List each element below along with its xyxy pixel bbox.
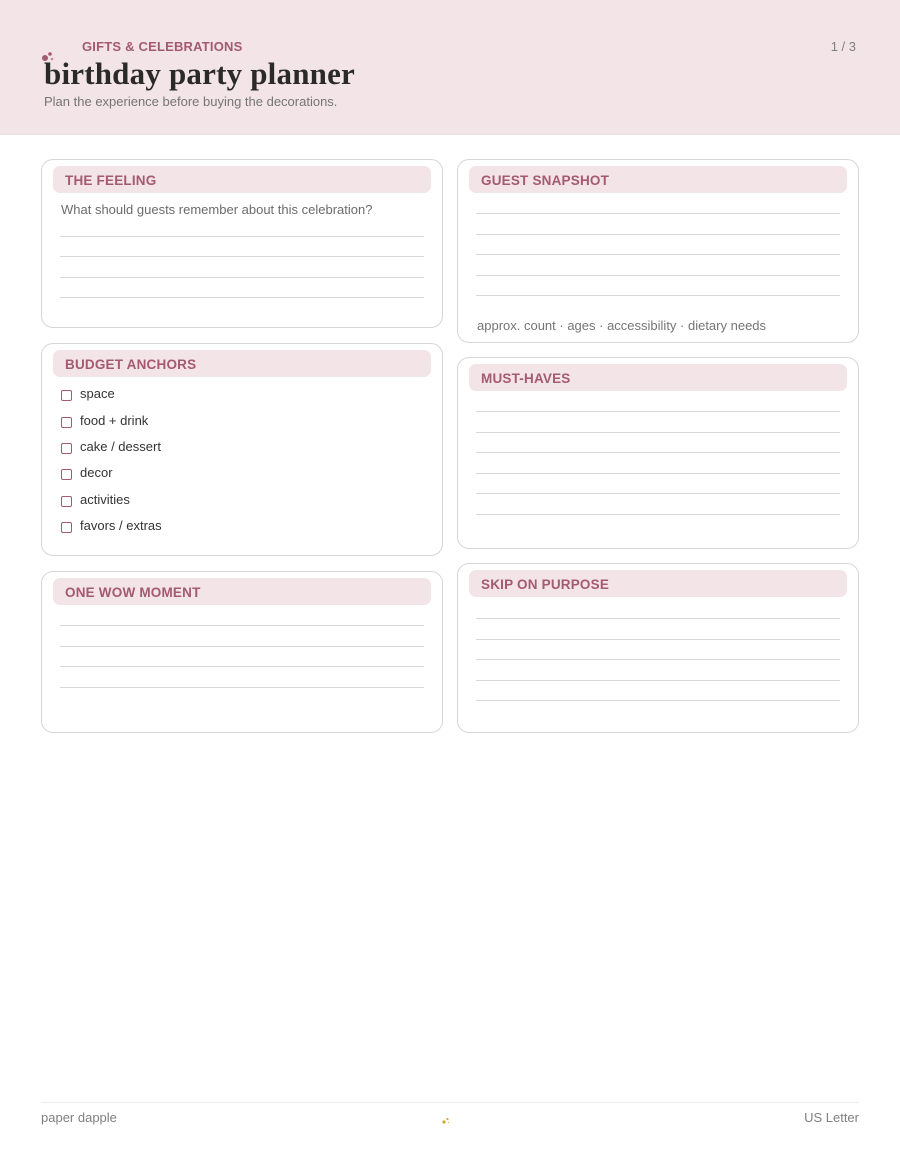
footer-divider (41, 1102, 859, 1103)
writing-line[interactable] (476, 411, 840, 412)
writing-line[interactable] (60, 256, 424, 257)
checkbox[interactable] (61, 469, 72, 480)
writing-line[interactable] (476, 213, 840, 214)
writing-line[interactable] (60, 646, 424, 647)
writing-line[interactable] (476, 618, 840, 619)
writing-line[interactable] (476, 452, 840, 453)
card-prompt: What should guests remember about this celebration? (61, 202, 373, 217)
writing-line[interactable] (60, 277, 424, 278)
card-title: SKIP ON PURPOSE (481, 577, 610, 592)
card-header (469, 570, 847, 597)
writing-line[interactable] (60, 625, 424, 626)
writing-line[interactable] (476, 234, 840, 235)
checkbox[interactable] (61, 390, 72, 401)
card-title: GUEST SNAPSHOT (481, 173, 610, 188)
checklist-label: activities (80, 492, 130, 507)
card-title: BUDGET ANCHORS (65, 357, 197, 372)
card-skip-on-purpose (457, 563, 859, 733)
card-header (53, 166, 431, 193)
writing-line[interactable] (476, 432, 840, 433)
card-hint: approx. count · ages · accessibility · dietary needs (477, 318, 767, 333)
writing-line[interactable] (476, 254, 840, 255)
page-indicator: 1 / 3 (830, 39, 856, 54)
footer-brand: paper dapple (41, 1110, 117, 1125)
card-guest-snapshot (457, 159, 859, 343)
card-header (469, 364, 847, 391)
checklist-label: favors / extras (80, 518, 162, 533)
writing-line[interactable] (60, 687, 424, 688)
writing-line[interactable] (476, 514, 840, 515)
writing-line[interactable] (476, 275, 840, 276)
card-header (53, 578, 431, 605)
checkbox[interactable] (61, 522, 72, 533)
writing-line[interactable] (476, 680, 840, 681)
confetti-dots-icon (441, 1116, 451, 1125)
writing-line[interactable] (476, 493, 840, 494)
checklist-label: space (80, 386, 115, 401)
card-budget-anchors (41, 343, 443, 556)
checklist-label: decor (80, 465, 113, 480)
writing-line[interactable] (476, 659, 840, 660)
checkbox[interactable] (61, 496, 72, 507)
writing-line[interactable] (60, 666, 424, 667)
checklist-label: cake / dessert (80, 439, 161, 454)
card-must-haves (457, 357, 859, 549)
card-header (469, 166, 847, 193)
writing-line[interactable] (476, 473, 840, 474)
header-band (0, 0, 900, 135)
card-title: THE FEELING (65, 173, 157, 188)
checklist-label: food + drink (80, 413, 149, 428)
card-title: ONE WOW MOMENT (65, 585, 201, 600)
checkbox[interactable] (61, 417, 72, 428)
writing-line[interactable] (476, 639, 840, 640)
writing-line[interactable] (476, 700, 840, 701)
writing-line[interactable] (60, 297, 424, 298)
footer-paper-size: US Letter (804, 1110, 859, 1125)
writing-line[interactable] (476, 295, 840, 296)
card-title: MUST-HAVES (481, 371, 571, 386)
card-header (53, 350, 431, 377)
card-one-wow-moment (41, 571, 443, 733)
card-the-feeling (41, 159, 443, 328)
writing-line[interactable] (60, 236, 424, 237)
page-subtitle: Plan the experience before buying the decorations. (44, 94, 338, 109)
category-label: GIFTS & CELEBRATIONS (82, 39, 243, 54)
checkbox[interactable] (61, 443, 72, 454)
page-title: birthday party planner (44, 56, 355, 91)
